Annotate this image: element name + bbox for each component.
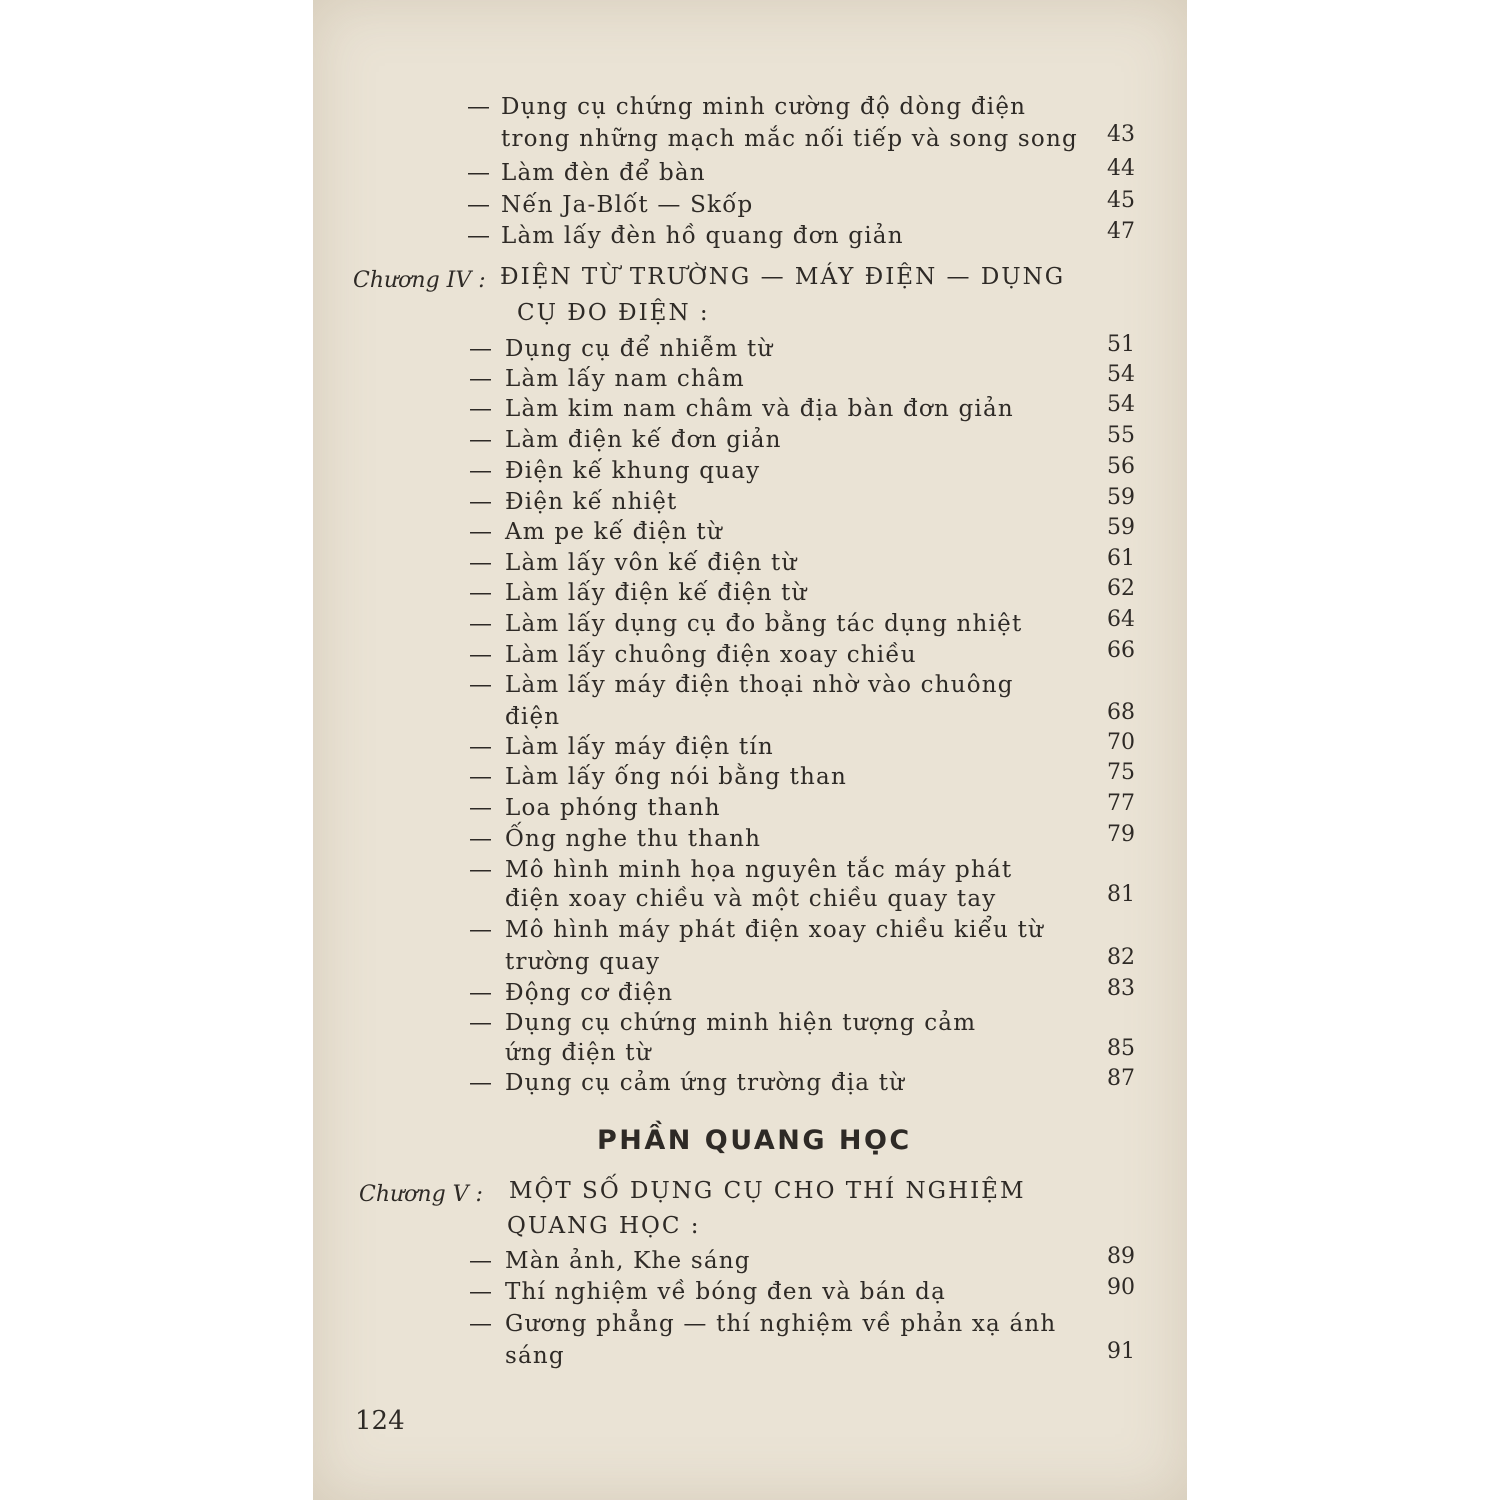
toc-entry-page: 66 xyxy=(1107,638,1135,663)
toc-entry-dash: — xyxy=(469,980,494,1006)
toc-entry-dash: — xyxy=(469,1248,494,1274)
toc-entry-dash: — xyxy=(469,826,494,852)
toc-entry-dash: — xyxy=(469,580,494,606)
toc-entry-dash: — xyxy=(469,519,494,545)
toc-entry-page: 54 xyxy=(1107,392,1135,417)
toc-entry-title: Làm lấy đèn hồ quang đơn giản xyxy=(501,223,904,249)
toc-entry-dash: — xyxy=(469,857,494,883)
toc-entry-dash: — xyxy=(469,366,494,392)
toc-entry-page: 90 xyxy=(1107,1275,1135,1300)
toc-entry-title: điện xoay chiều và một chiều quay tay xyxy=(505,886,997,912)
toc-entry-page: 89 xyxy=(1107,1244,1135,1269)
toc-entry-title: Làm lấy dụng cụ đo bằng tác dụng nhiệt xyxy=(505,611,1023,637)
toc-entry-title: ứng điện từ xyxy=(505,1040,652,1066)
toc-entry-dash: — xyxy=(469,1010,494,1036)
toc-entry-page: 91 xyxy=(1107,1339,1135,1364)
table-of-contents xyxy=(313,0,1187,1500)
toc-entry-title: Gương phẳng — thí nghiệm về phản xạ ánh xyxy=(505,1311,1057,1337)
toc-entry-dash: — xyxy=(469,795,494,821)
chapter-5-title: MỘT SỐ DỤNG CỤ CHO THÍ NGHIỆM xyxy=(509,1178,1026,1204)
chapter-5-title-cont: QUANG HỌC : xyxy=(507,1213,701,1239)
toc-entry-page: 56 xyxy=(1107,454,1135,479)
chapter-4-title: ĐIỆN TỪ TRƯỜNG — MÁY ĐIỆN — DỤNG xyxy=(500,264,1066,290)
toc-entry-page: 85 xyxy=(1107,1036,1135,1061)
toc-entry-page: 55 xyxy=(1107,423,1135,448)
toc-entry-title: Làm lấy vôn kế điện từ xyxy=(505,550,798,576)
toc-entry-title: Làm lấy máy điện tín xyxy=(505,734,774,760)
toc-entry-title: trong những mạch mắc nối tiếp và song song xyxy=(501,126,1078,152)
toc-entry-page: 87 xyxy=(1107,1066,1135,1091)
toc-entry-dash: — xyxy=(469,550,494,576)
toc-entry-dash: — xyxy=(469,1070,494,1096)
chapter-4-label: Chương IV : xyxy=(353,268,486,293)
toc-entry-page: 70 xyxy=(1107,730,1135,755)
toc-entry-title: điện xyxy=(505,704,561,730)
toc-entry-title: Làm lấy chuông điện xoay chiều xyxy=(505,642,917,668)
toc-entry-title: Làm đèn để bàn xyxy=(501,160,706,186)
toc-entry-dash: — xyxy=(469,1279,494,1305)
chapter-4-title-cont: CỤ ĐO ĐIỆN : xyxy=(517,300,710,326)
toc-entry-title: Dụng cụ để nhiễm từ xyxy=(505,336,774,362)
toc-entry-page: 79 xyxy=(1107,822,1135,847)
toc-entry-title: Làm kim nam châm và địa bàn đơn giản xyxy=(505,396,1014,422)
toc-entry-page: 64 xyxy=(1107,607,1135,632)
toc-entry-page: 45 xyxy=(1107,188,1135,213)
toc-entry-page: 47 xyxy=(1107,219,1135,244)
toc-entry-page: 43 xyxy=(1107,122,1135,147)
toc-entry-title: Mô hình máy phát điện xoay chiều kiểu từ xyxy=(505,917,1045,943)
toc-entry-title: Dụng cụ chứng minh hiện tượng cảm xyxy=(505,1010,977,1036)
toc-entry-page: 77 xyxy=(1107,791,1135,816)
toc-entry-dash: — xyxy=(469,458,494,484)
toc-entry-dash: — xyxy=(469,611,494,637)
toc-entry-title: Điện kế nhiệt xyxy=(505,489,678,515)
toc-entry-title: sáng xyxy=(505,1343,565,1369)
toc-entry-page: 61 xyxy=(1107,546,1135,571)
toc-entry-page: 59 xyxy=(1107,515,1135,540)
toc-entry-page: 51 xyxy=(1107,332,1135,357)
toc-entry-page: 54 xyxy=(1107,362,1135,387)
toc-entry-title: Nến Ja-Blốt — Skốp xyxy=(501,192,754,218)
toc-entry-page: 81 xyxy=(1107,882,1135,907)
toc-entry-title: Làm điện kế đơn giản xyxy=(505,427,782,453)
toc-entry-page: 44 xyxy=(1107,156,1135,181)
toc-entry-page: 75 xyxy=(1107,760,1135,785)
toc-entry-page: 83 xyxy=(1107,976,1135,1001)
toc-entry-dash: — xyxy=(469,642,494,668)
toc-entry-dash: — xyxy=(469,672,494,698)
toc-entry-title: Ống nghe thu thanh xyxy=(505,826,762,852)
toc-entry-dash: — xyxy=(469,336,494,362)
toc-entry-title: Làm lấy điện kế điện từ xyxy=(505,580,808,606)
book-page xyxy=(313,0,1187,1500)
toc-entry-page: 82 xyxy=(1107,945,1135,970)
toc-entry-page: 68 xyxy=(1107,700,1135,725)
toc-entry-dash: — xyxy=(469,396,494,422)
toc-entry-title: Làm lấy ống nói bằng than xyxy=(505,764,847,790)
toc-entry-dash: — xyxy=(467,223,492,249)
toc-entry-dash: — xyxy=(467,160,492,186)
toc-entry-dash: — xyxy=(467,94,492,120)
toc-entry-title: Dụng cụ cảm ứng trường địa từ xyxy=(505,1070,906,1096)
toc-entry-dash: — xyxy=(469,764,494,790)
toc-entry-dash: — xyxy=(467,192,492,218)
toc-entry-dash: — xyxy=(469,489,494,515)
toc-entry-title: Màn ảnh, Khe sáng xyxy=(505,1248,751,1274)
toc-entry-page: 62 xyxy=(1107,576,1135,601)
toc-entry-title: Dụng cụ chứng minh cường độ dòng điện xyxy=(501,94,1027,120)
toc-entry-dash: — xyxy=(469,917,494,943)
toc-entry-title: Làm lấy máy điện thoại nhờ vào chuông xyxy=(505,672,1014,698)
page-number: 124 xyxy=(355,1406,405,1436)
toc-entry-title: Loa phóng thanh xyxy=(505,795,721,821)
toc-entry-title: Làm lấy nam châm xyxy=(505,366,745,392)
toc-entry-title: Động cơ điện xyxy=(505,980,674,1006)
part-heading: PHẦN QUANG HỌC xyxy=(597,1125,912,1156)
chapter-5-label: Chương V : xyxy=(359,1182,483,1207)
toc-entry-title: Điện kế khung quay xyxy=(505,458,761,484)
toc-entry-dash: — xyxy=(469,427,494,453)
toc-entry-title: Mô hình minh họa nguyên tắc máy phát xyxy=(505,857,1013,883)
toc-entry-title: Am pe kế điện từ xyxy=(505,519,723,545)
toc-entry-page: 59 xyxy=(1107,485,1135,510)
toc-entry-title: trường quay xyxy=(505,949,661,975)
toc-entry-dash: — xyxy=(469,734,494,760)
toc-entry-dash: — xyxy=(469,1311,494,1337)
toc-entry-title: Thí nghiệm về bóng đen và bán dạ xyxy=(505,1279,947,1305)
